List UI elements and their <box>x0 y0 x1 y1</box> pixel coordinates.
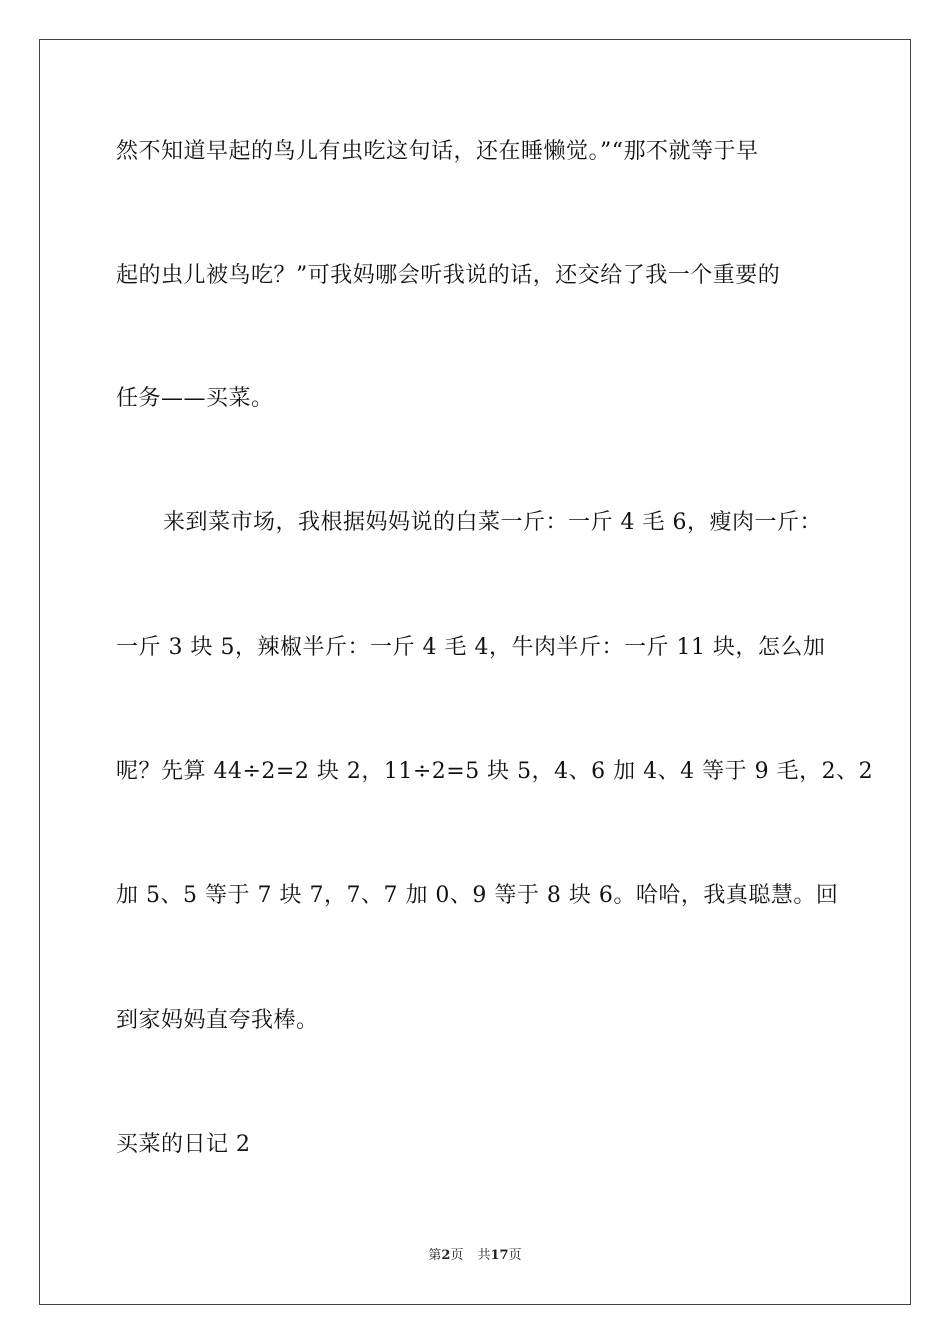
body-line-5: 一斤 3 块 5，辣椒半斤：一斤 4 毛 4，牛肉半斤：一斤 11 块，怎么加 <box>116 635 826 660</box>
page-prefix: 第 <box>428 1248 442 1263</box>
total-suffix: 页 <box>508 1248 522 1263</box>
page-border <box>39 39 911 1305</box>
page-suffix: 页 <box>450 1248 464 1263</box>
body-line-3: 任务——买菜。 <box>116 386 274 411</box>
body-line-7: 加 5、5 等于 7 块 7，7、7 加 0、9 等于 8 块 6。哈哈，我真聪慧。回 <box>116 883 839 908</box>
section-heading: 买菜的日记 2 <box>116 1132 251 1157</box>
body-line-1: 然不知道早起的鸟儿有虫吃这句话，还在睡懒觉。”“那不就等于早 <box>116 139 759 164</box>
body-line-2: 起的虫儿被鸟吃？”可我妈哪会听我说的话，还交给了我一个重要的 <box>116 263 781 288</box>
page-footer <box>0 1247 950 1265</box>
total-pages: 17 <box>490 1248 509 1263</box>
page-number: 2 <box>441 1248 451 1263</box>
paragraph-start-line: 来到菜市场，我根据妈妈说的白菜一斤：一斤 4 毛 6，瘦肉一斤： <box>163 510 822 535</box>
body-line-6: 呢？先算 44÷2=2 块 2，11÷2=5 块 5，4、6 加 4、4 等于 9 毛，2、2 <box>116 759 874 784</box>
body-line-8: 到家妈妈直夸我棒。 <box>116 1008 319 1033</box>
total-prefix: 共 <box>477 1248 491 1263</box>
